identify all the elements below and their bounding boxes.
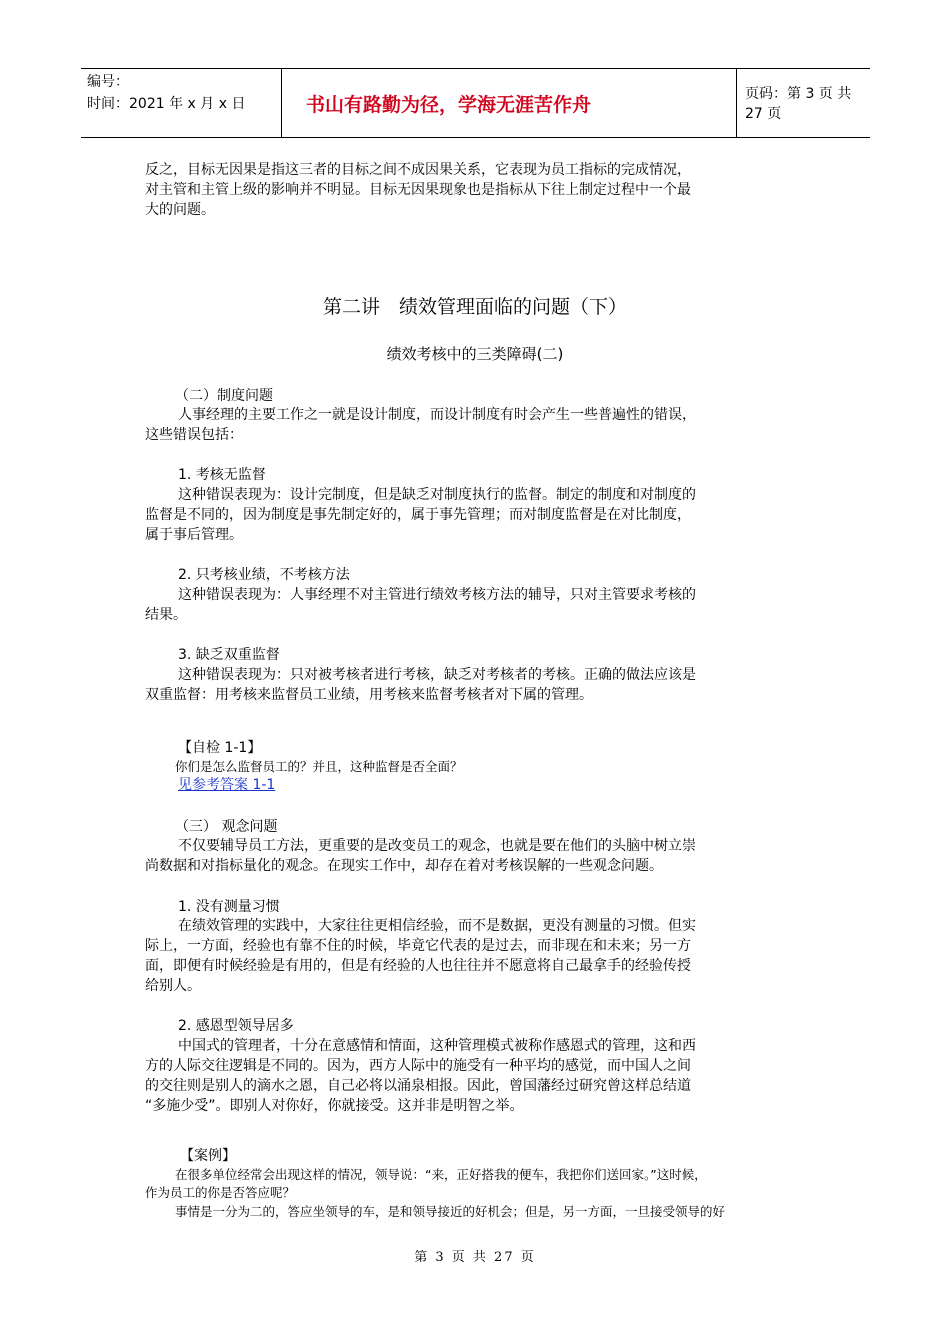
s2-item3-title: 3. 缺乏双重监督 (178, 647, 280, 663)
s2-intro-line: 这些错误包括： (145, 427, 243, 443)
s3-item2-line: 方的人际交往逻辑是不同的。因为，西方人际中的施受有一种平均的感觉，而中国人之间 (145, 1058, 691, 1074)
s2-item1-line: 属于事后管理。 (145, 527, 243, 543)
selfcheck-label: 【自检 1-1】 (178, 740, 262, 756)
s3-item1-line: 面，即便有时候经验是有用的，但是有经验的人也往往并不愿意将自己最拿手的经验传授 (145, 958, 691, 974)
case-line: 在很多单位经常会出现这样的情况，领导说：“来，正好搭我的便车，我把你们送回家。”这时候， (175, 1167, 707, 1182)
s3-item1-line: 给别人。 (145, 978, 201, 994)
case-line: 作为员工的你是否答应呢？ (145, 1185, 296, 1200)
s3-heading: （三） 观念问题 (175, 819, 278, 835)
s2-item1-line: 监督是不同的，因为制度是事先制定好的，属于事先管理；而对制度监督是在对比制度， (145, 507, 691, 523)
header-page-info: 页码：第 3 页 共 27 页 (745, 86, 852, 122)
page-footer: 第 3 页 共 27 页 (414, 1250, 536, 1265)
intro-line: 反之，目标无因果是指这三者的目标之间不成因果关系，它表现为员工指标的完成情况， (145, 162, 691, 178)
s3-item1-line: 际上，一方面，经验也有靠不住的时候，毕竟它代表的是过去，而非现在和未来；另一方 (145, 938, 691, 954)
lecture-title: 第二讲 绩效管理面临的问题（下） (322, 296, 627, 318)
s3-item1-title: 1. 没有测量习惯 (178, 899, 280, 915)
s3-item1-line: 在绩效管理的实践中，大家往往更相信经验，而不是数据，更没有测量的习惯。但实 (178, 918, 696, 934)
s2-item1-line: 这种错误表现为：设计完制度，但是缺乏对制度执行的监督。制定的制度和对制度的 (178, 487, 696, 503)
s2-item2-title: 2. 只考核业绩，不考核方法 (178, 567, 350, 583)
header-motto: 书山有路勤为径，学海无涯苦作舟 (281, 69, 737, 137)
s2-heading: （二）制度问题 (175, 388, 273, 404)
number-label: 编号： (87, 74, 129, 90)
s2-item1-title: 1. 考核无监督 (178, 467, 266, 483)
s3-item2-title: 2. 感恩型领导居多 (178, 1018, 294, 1034)
intro-line: 大的问题。 (145, 202, 215, 218)
case-label: 【案例】 (180, 1148, 236, 1164)
s2-item2-line: 结果。 (145, 607, 187, 623)
header-meta (81, 69, 281, 137)
s3-intro-line: 尚数据和对指标量化的观念。在现实工作中，却存在着对考核误解的一些观念问题。 (145, 858, 663, 874)
s2-item3-line: 这种错误表现为：只对被考核者进行考核，缺乏对考核者的考核。正确的做法应该是 (178, 667, 696, 683)
intro-line: 对主管和主管上级的影响并不明显。目标无因果现象也是指标从下往上制定过程中一个最 (145, 182, 691, 198)
selfcheck-question: 你们是怎么监督员工的？并且，这种监督是否全面？ (175, 759, 463, 774)
s2-intro-line: 人事经理的主要工作之一就是设计制度，而设计制度有时会产生一些普遍性的错误， (178, 407, 696, 423)
time-label: 时间：2021 年 x 月 x 日 (87, 96, 246, 112)
s3-item2-line: “多施少受”。即别人对你好，你就接受。这并非是明智之举。 (145, 1098, 524, 1114)
s3-item2-line: 的交往则是别人的滴水之恩，自己必将以涌泉相报。因此，曾国藩经过研究曾这样总结道 (145, 1078, 691, 1094)
s2-item2-line: 这种错误表现为：人事经理不对主管进行绩效考核方法的辅导，只对主管要求考核的 (178, 587, 696, 603)
answer-link[interactable]: 见参考答案 1-1 (178, 777, 276, 793)
s2-item3-line: 双重监督：用考核来监督员工业绩，用考核来监督考核者对下属的管理。 (145, 687, 593, 703)
section-title: 绩效考核中的三类障碍(二) (386, 345, 564, 363)
s3-item2-line: 中国式的管理者，十分在意感情和情面，这种管理模式被称作感恩式的管理，这和西 (178, 1038, 696, 1054)
page-header (81, 68, 870, 138)
s3-intro-line: 不仅要辅导员工方法，更重要的是改变员工的观念，也就是要在他们的头脑中树立崇 (178, 838, 696, 854)
case-line: 事情是一分为二的，答应坐领导的车，是和领导接近的好机会；但是，另一方面，一旦接受领导的好 (175, 1204, 726, 1219)
